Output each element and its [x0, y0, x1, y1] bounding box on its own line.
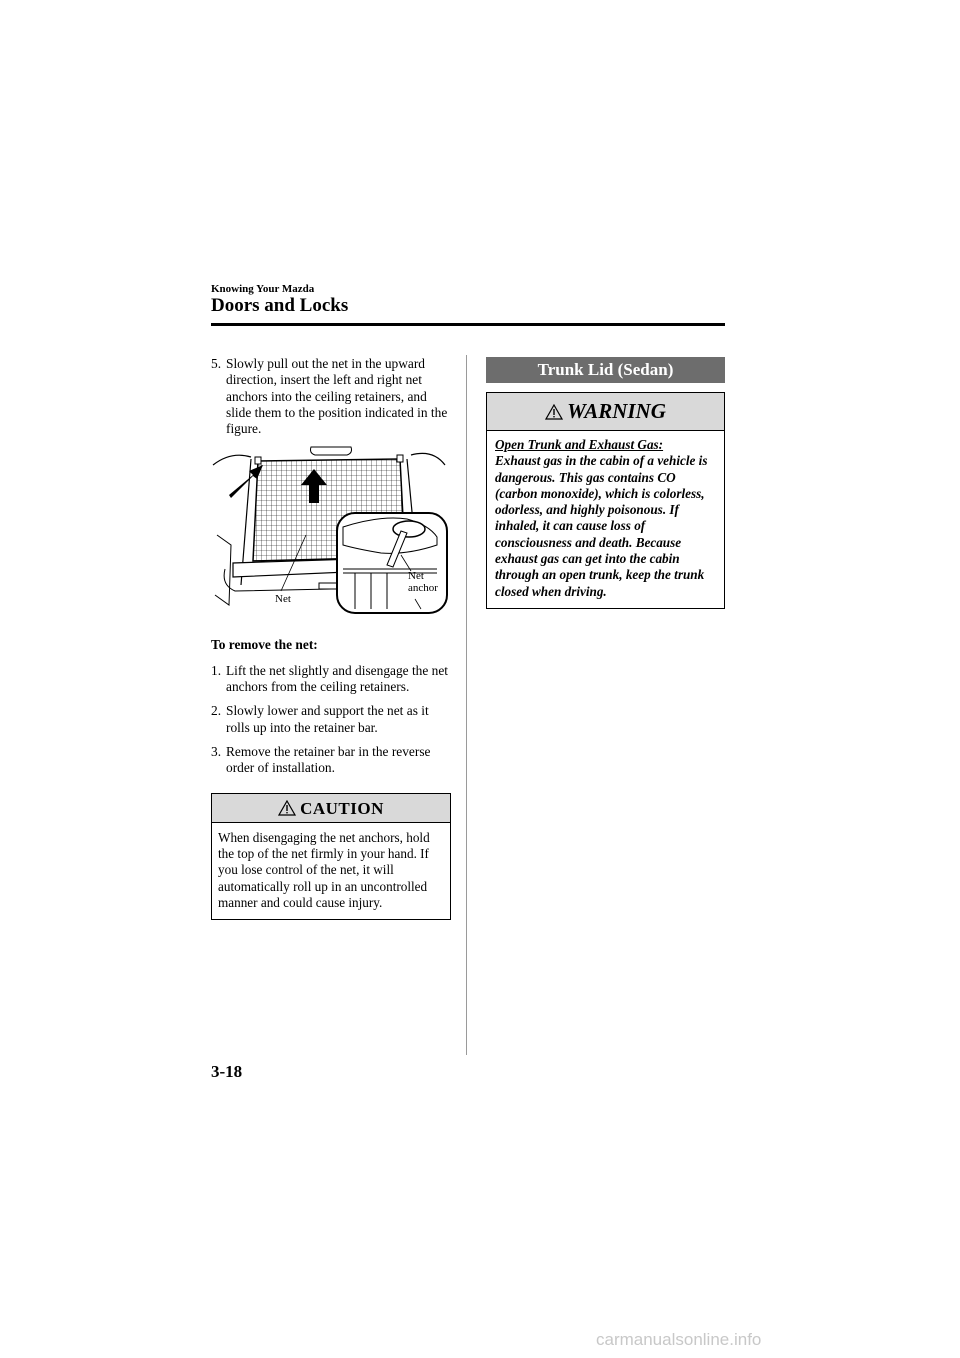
- caution-text: When disengaging the net anchors, hold the top of the net firmly in your hand. If you lose control of the net, it will automatically roll up in an uncontrolled manner and could cause injury.: [218, 829, 430, 911]
- step-number: 2.: [211, 703, 222, 719]
- warning-content: [487, 431, 724, 608]
- left-column: [211, 356, 451, 920]
- page-title: Doors and Locks: [211, 295, 349, 316]
- step-number: 5.: [211, 356, 222, 371]
- step-3: [211, 744, 451, 777]
- page-number: 3-18: [211, 1062, 243, 1081]
- trunk-lid-heading: Trunk Lid (Sedan): [486, 357, 725, 383]
- remove-net-subheading: To remove the net:: [211, 637, 318, 653]
- warning-triangle-icon: [278, 800, 296, 816]
- warning-box: [486, 392, 725, 609]
- step-text: Remove the retainer bar in the reverse order of installation.: [226, 743, 431, 776]
- caution-header: [212, 794, 450, 823]
- warning-title: WARNING: [567, 399, 666, 423]
- figure-label-line: anchor: [408, 582, 438, 595]
- step-1: [211, 663, 451, 696]
- figure-label-net: Net: [275, 593, 291, 606]
- caution-box: [211, 793, 451, 921]
- column-divider: [466, 355, 467, 1055]
- warning-text: Exhaust gas in the cabin of a vehicle is dangerous. This gas contains CO (carbon monoxide), which is colorless, odorless, and highly poisonous. If inhaled, it can cause loss of consciousness and death. Because exhaust gas can get into the cabin through an open trunk, keep the trunk closed when driving.: [495, 453, 708, 599]
- warning-triangle-icon: [545, 404, 563, 420]
- step-number: 1.: [211, 662, 222, 678]
- figure-label-net-anchor: [408, 570, 438, 594]
- step-text: Slowly pull out the net in the upward direction, insert the left and right net anchors into the ceiling retainers, and slide them to the position indicated in the figure.: [226, 356, 448, 437]
- figure-label-line: Net: [408, 570, 424, 583]
- header-rule: [211, 323, 725, 326]
- step-2: [211, 703, 451, 736]
- net-installation-figure: [211, 445, 451, 625]
- cargo-net-illustration: [211, 445, 451, 625]
- step-text: Slowly lower and support the net as it rolls up into the retainer bar.: [226, 703, 429, 735]
- step-number: 3.: [211, 743, 222, 759]
- caution-title: CAUTION: [300, 798, 384, 818]
- step-5: [211, 356, 451, 437]
- watermark: carmanualsonline.info: [596, 1330, 762, 1349]
- section-label: Knowing Your Mazda: [211, 283, 315, 295]
- warning-header: [487, 393, 724, 431]
- warning-subtitle: Open Trunk and Exhaust Gas:: [495, 437, 664, 452]
- step-text: Lift the net slightly and disengage the net anchors from the ceiling retainers.: [226, 662, 449, 695]
